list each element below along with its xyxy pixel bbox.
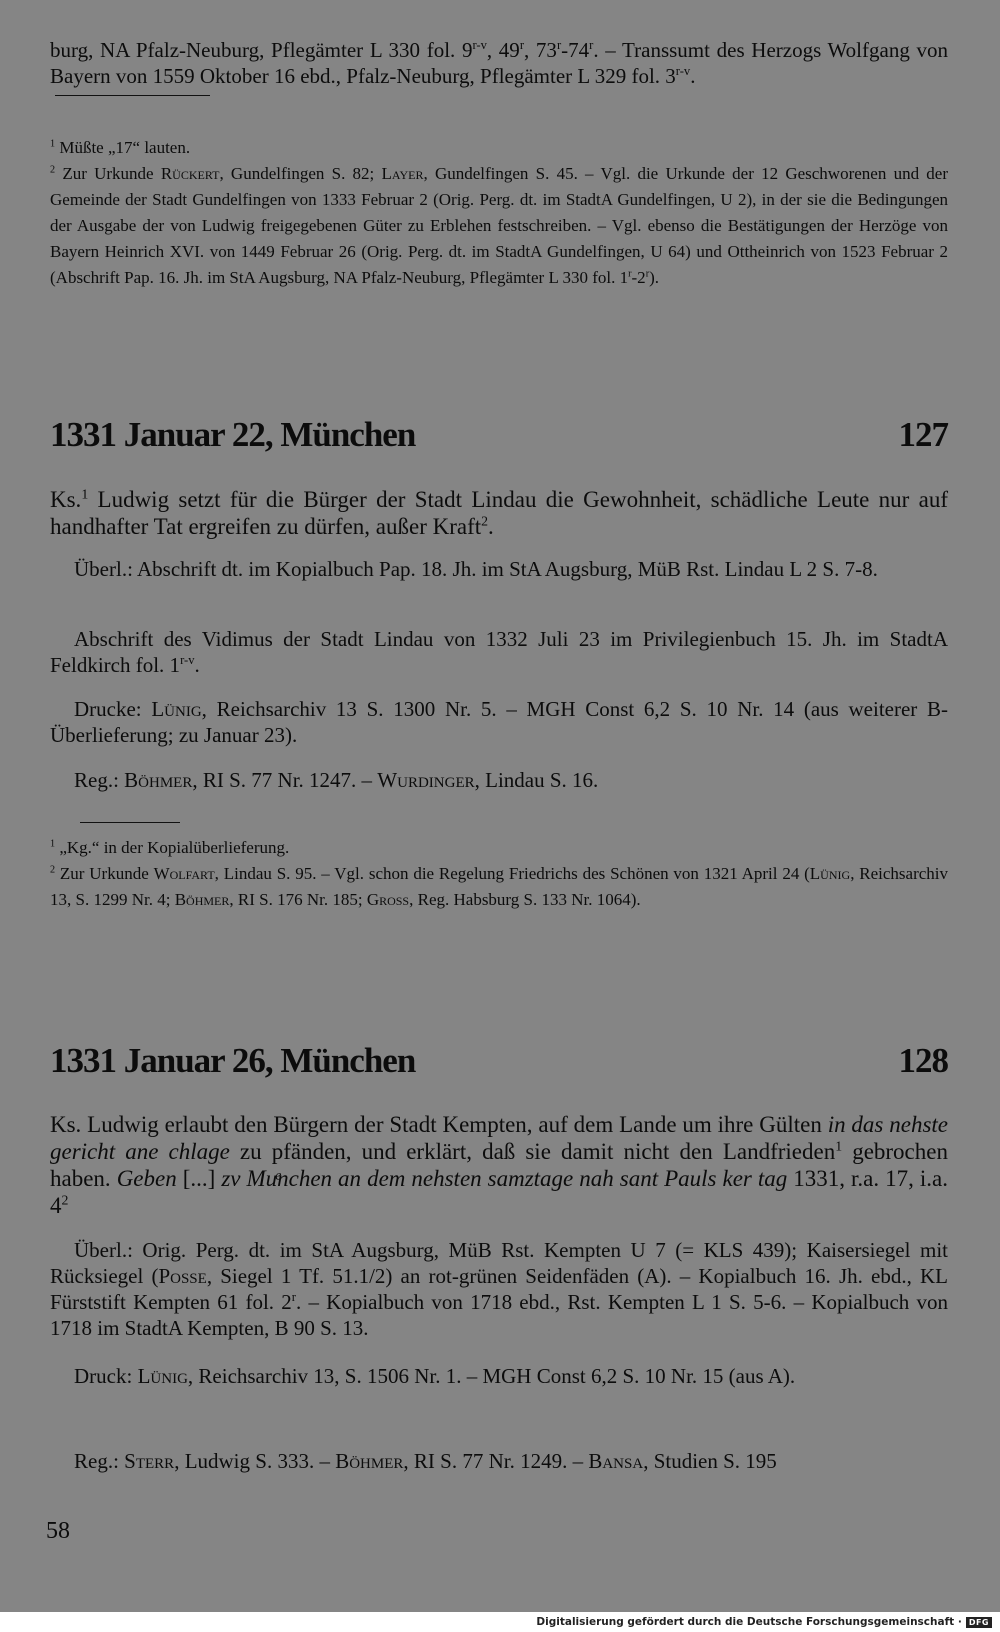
dfg-logo: DFG [966,1617,992,1628]
text-run: , Ludwig S. 333. – [174,1449,336,1473]
entry-regesta [50,1448,948,1474]
superscript: r [291,1290,296,1304]
text-run: Reg.: [74,768,125,792]
text-run: Drucke: [74,697,152,721]
superscript: r [519,38,525,52]
entry-summary [50,1111,948,1219]
text-run: , Gundelfingen S. 82; [219,164,382,183]
footnotes-top [50,135,948,291]
text-run: Ks. Ludwig erlaubt den Bürgern der Stadt Kempten, auf dem Lande um ihre Gülten [50,1112,828,1137]
footnote-separator [55,95,210,96]
regesta-paragraph [50,1448,948,1474]
text-run: . [488,514,494,539]
prints-paragraph [50,1363,948,1389]
entry-date-place: 1331 Januar 22, München [50,415,416,454]
entry-tradition [50,626,948,678]
quoted-text: Geben [116,1166,177,1191]
text-run: , Lindau S. 16. [474,768,599,792]
text-run: , RI S. 77 Nr. 1247. – [192,768,378,792]
text-run: -74 [561,38,590,62]
text-run: gebrochen haben. [50,1139,948,1191]
text-run: , Gundelfingen S. 45. – Vgl. die Urkunde der 12 Geschworenen und der Gemeinde der Stadt Gundelfingen von 1333 Februar 2 (Orig. Perg. dt. im StadtA Gundelfingen, U 2), in der sie die Bedingungen der Ausgabe der von Ludwig freigegebenen Güter zu Erblehen festschreiben. – Vgl. ebenso die Bestätigungen der Herzöge von Bayern Heinrich XVI. von 1449 Februar 26 (Orig. Perg. dt. im StadtA Gundelfingen, U 64) und Ottheinrich von 1523 Februar 2 (Abschrift Pap. 16. Jh. im StA Augsburg, NA Pfalz-Neuburg, Pflegämter L 330 fol. 1 [50,164,949,287]
text-run: , RI S. 176 Nr. 185; [229,890,367,909]
entry-footnotes [50,835,948,913]
footnote-item [50,161,948,291]
carryover-citation [50,37,948,89]
text-run: ). [649,268,660,287]
text-run: , Siegel 1 Tf. 51.1/2) an rot-grünen Seidenfäden (A). – Kopialbuch 16. Jh. ebd., KL Fürststift Kempten 61 fol. 2 [50,1264,948,1314]
superscript: 2 [481,513,489,529]
text-run: 1331, r.a. 17, i.a. 4 [50,1166,949,1218]
author-name: Sterr [124,1449,175,1473]
tradition-paragraph [50,556,948,582]
digitization-footer [536,1615,992,1629]
text-run: Druck: [74,1364,138,1388]
entry-prints [50,1363,948,1389]
quoted-text: in das nehste gericht ane chlage [50,1112,948,1164]
text-run: . [194,653,200,677]
entry-date-place: 1331 Januar 26, München [50,1041,416,1080]
entry-prints [50,696,948,748]
text-run: [...] [176,1166,222,1191]
text-run: Reg.: [74,1449,125,1473]
text-run: , Reg. Habsburg S. 133 Nr. 1064). [409,890,641,909]
text-run: . – Kopialbuch von 1718 ebd., Rst. Kempten L 1 S. 5-6. – Kopialbuch von 1718 im StadtA Kempten, B 90 S. 13. [50,1290,949,1340]
entry-number: 128 [898,1041,948,1080]
page-number: 58 [46,1518,70,1544]
author-name: Böhmer [335,1449,404,1473]
entry-tradition [50,1237,948,1341]
author-name: Layer [381,164,424,183]
tradition-paragraph [50,1237,948,1341]
text-run: , Reichsarchiv 13, S. 1506 Nr. 1. – MGH Const 6,2 S. 10 Nr. 15 (aus A). [187,1364,796,1388]
text-run: , 49 [486,38,520,62]
text-run: „Kg.“ in der Kopialüberlieferung. [55,838,290,857]
text-run: , Studien S. 195 [643,1449,777,1473]
text-run: . [690,64,696,88]
entry-number: 127 [898,415,948,454]
text-run: . – Transsumt des Herzogs Wolfgang von Bayern von 1559 Oktober 16 ebd., Pfalz-Neuburg, Pflegämter L 329 fol. 3 [50,38,948,88]
entry-tradition [50,556,948,582]
superscript: 1 [835,1138,843,1154]
text-run: -2 [631,268,646,287]
superscript: r-v [472,38,487,52]
author-name: Posse [158,1264,207,1288]
superscript: 1 [50,138,56,150]
carryover-text [50,37,948,89]
superscript: 2 [50,164,56,176]
author-name: Lünig [137,1364,188,1388]
superscript: r [628,268,632,280]
superscript: r [645,268,650,280]
text-run: , Reichsarchiv 13 S. 1300 Nr. 5. – MGH Const 6,2 S. 10 Nr. 14 (aus weiterer B-Überlieferung; zu Januar 23). [50,697,948,747]
text-run: Müßte „17“ lauten. [55,138,191,157]
text-run: , Reichsarchiv 13, S. 1299 Nr. 4; [50,864,948,909]
superscript: 1 [50,838,56,850]
text-run: Überl.: Abschrift dt. im Kopialbuch Pap. 18. Jh. im StA Augsburg, MüB Rst. Lindau L 2 S. 7-8. [74,557,878,581]
superscript: 2 [50,864,56,876]
text-run: Ludwig setzt für die Bürger der Stadt Lindau die Gewohnheit, schädliche Leute nur auf handhafter Tat ergreifen zu dürfen, außer Kraft [50,487,948,539]
superscript: 2 [61,1192,69,1208]
entry-summary [50,486,948,540]
superscript: 1 [81,486,89,502]
entry-heading [50,415,948,459]
text-run: , Lindau S. 95. – Vgl. schon die Regelung Friedrichs des Schönen von 1321 April 24 ( [214,864,810,883]
author-name: Lünig [809,864,851,883]
prints-paragraph [50,696,948,748]
author-name: Wolfart [153,864,215,883]
entry-regesta [50,767,948,793]
regesta-paragraph [50,767,948,793]
author-name: Bansa [588,1449,644,1473]
superscript: r-v [180,653,195,667]
text-run: , RI S. 77 Nr. 1249. – [403,1449,589,1473]
footnote-item [50,835,948,861]
superscript: r [589,38,594,52]
author-name: Wurdinger [377,768,475,792]
superscript: r [556,38,562,52]
author-name: Gross [366,890,410,909]
text-run: Ks. [50,487,82,512]
text-run: Überl.: Orig. Perg. dt. im StA Augsburg, MüB Rst. Kempten U 7 (= KLS 439); Kaisersiegel mit Rücksiegel ( [50,1238,948,1288]
text-run: Zur Urkunde [55,164,161,183]
text-run: Zur Urkunde [55,864,154,883]
footer-credit-text: Digitalisierung gefördert durch die Deutsche Forschungsgemeinschaft · [536,1616,962,1628]
text-run: zu pfänden, und erklärt, daß sie damit nicht den Landfrieden [229,1139,836,1164]
entry-heading [50,1041,948,1085]
footnote-item [50,861,948,913]
footnote-item [50,135,948,161]
author-name: Böhmer [124,768,193,792]
summary-text [50,1111,948,1219]
superscript: r-v [675,64,691,78]
text-run: burg, NA Pfalz-Neuburg, Pflegämter L 330 fol. 9 [50,38,473,62]
text-run: , 73 [524,38,557,62]
author-name: Böhmer [174,890,230,909]
footnote-separator [80,822,180,823]
tradition-paragraph [50,626,948,678]
summary-text [50,486,948,540]
text-run: Abschrift des Vidimus der Stadt Lindau von 1332 Juli 23 im Privilegienbuch 15. Jh. im StadtA Feldkirch fol. 1 [50,627,948,677]
quoted-text: zv Muͤnchen an dem nehsten samztage nah sant Pauls ker tag [221,1166,788,1191]
author-name: Rückert [160,164,220,183]
author-name: Lünig [151,697,202,721]
